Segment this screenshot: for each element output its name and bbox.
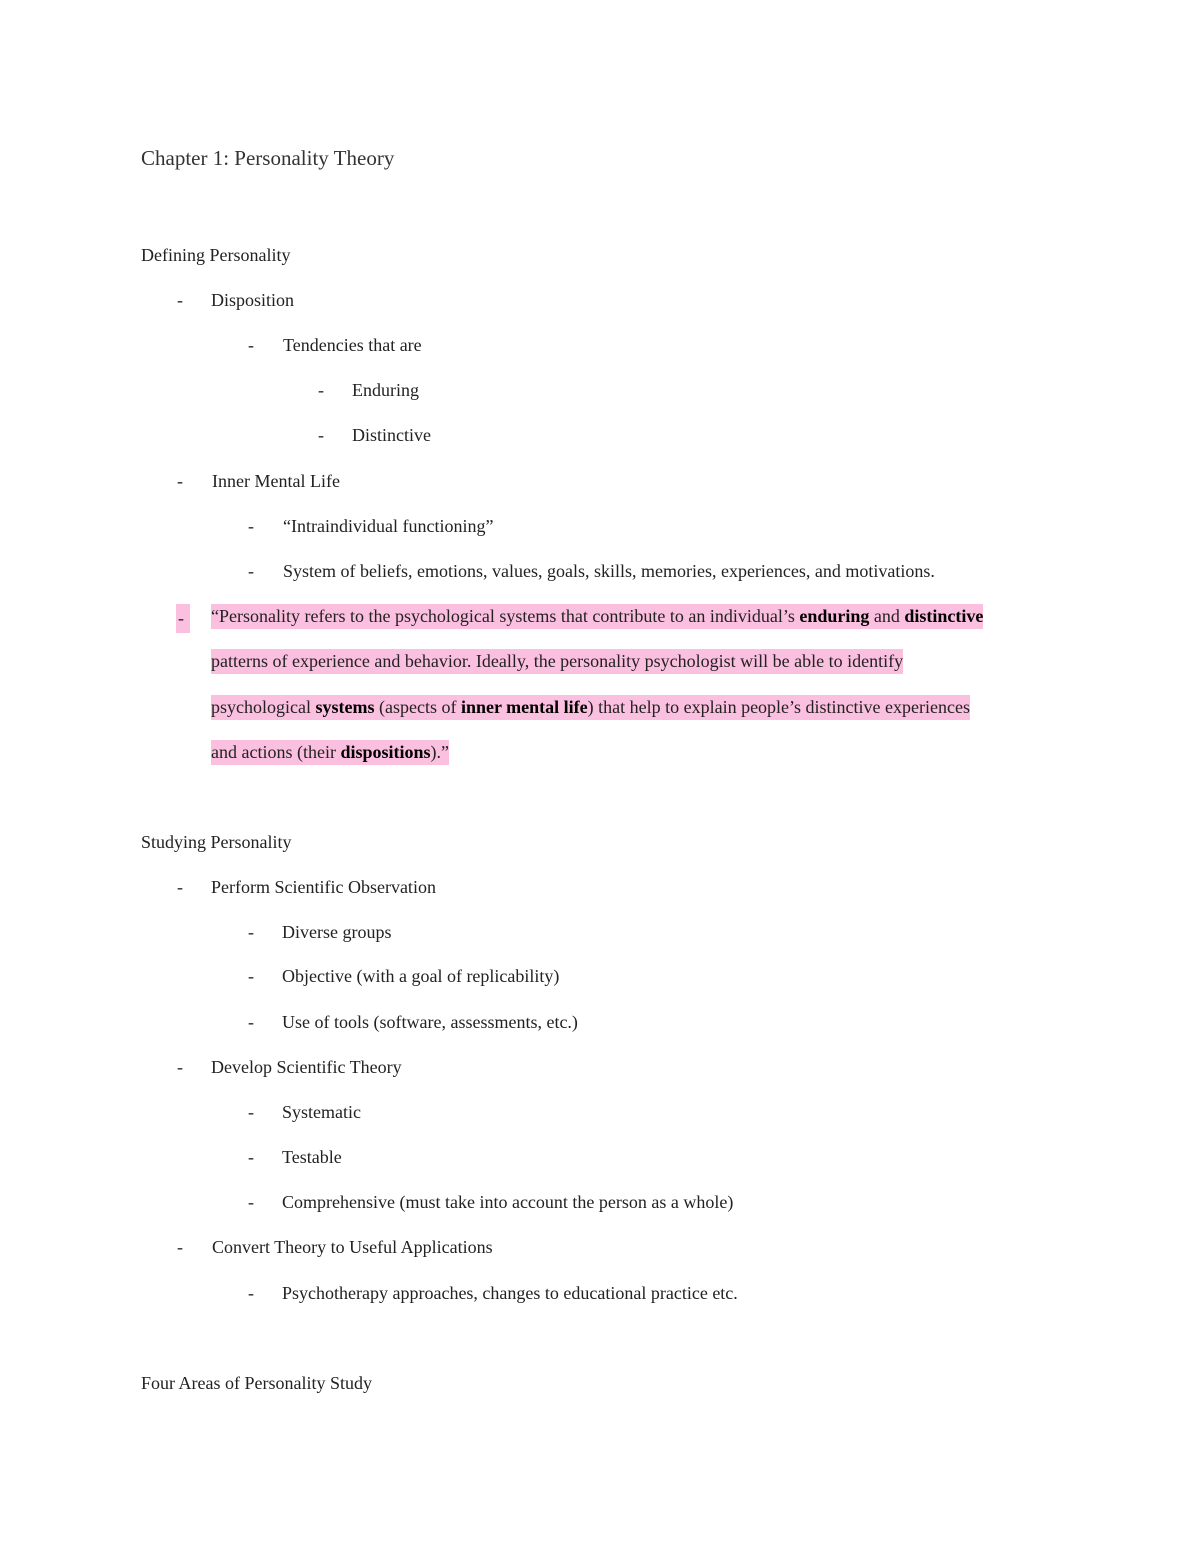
list-item-inner-mental-life: Inner Mental Life [212,471,340,491]
bullet: - [248,335,254,355]
bullet: - [248,1147,254,1167]
highlighted-quote-line-3: psychological systems (aspects of inner mental life) that help to explain people’s distinctive experiences [211,695,970,719]
bullet: - [177,290,183,310]
list-item-tendencies: Tendencies that are [283,335,422,355]
list-item-psychotherapy: Psychotherapy approaches, changes to educational practice etc. [282,1283,738,1303]
bullet: - [318,425,324,445]
list-item-tools: Use of tools (software, assessments, etc.) [282,1012,578,1032]
bullet: - [177,1237,183,1257]
list-item-comprehensive: Comprehensive (must take into account the person as a whole) [282,1192,734,1212]
bullet: - [318,380,324,400]
list-item-perform: Perform Scientific Observation [211,877,436,897]
bullet: - [177,877,183,897]
list-item-testable: Testable [282,1147,342,1167]
highlighted-quote-line-4: and actions (their dispositions).” [211,740,449,764]
bullet: - [248,966,254,986]
list-item-intraindividual: “Intraindividual functioning” [283,516,494,536]
bullet: - [248,1102,254,1122]
bullet: - [176,604,190,633]
list-item-enduring: Enduring [352,380,419,400]
list-item-disposition: Disposition [211,290,295,310]
list-item-objective: Objective (with a goal of replicability) [282,966,560,986]
bullet: - [248,1012,254,1032]
section-heading-studying: Studying Personality [141,832,292,852]
list-item-convert: Convert Theory to Useful Applications [212,1237,493,1257]
highlighted-quote-line-1: “Personality refers to the psychological systems that contribute to an individual’s enduring and distinctive [211,604,983,628]
list-item-diverse: Diverse groups [282,922,392,942]
list-item-system-of: System of beliefs, emotions, values, goals, skills, memories, experiences, and motivations. [283,561,935,581]
highlighted-quote-line-2: patterns of experience and behavior. Ideally, the personality psychologist will be able to identify [211,649,903,673]
bullet: - [177,471,183,491]
page-title: Chapter 1: Personality Theory [141,146,395,170]
list-item-systematic: Systematic [282,1102,361,1122]
bullet: - [248,516,254,536]
bullet: - [248,1283,254,1303]
bullet: - [248,922,254,942]
list-item-develop: Develop Scientific Theory [211,1057,402,1077]
bullet: - [248,1192,254,1212]
bullet: - [177,1057,183,1077]
list-item-distinctive: Distinctive [352,425,431,445]
section-heading-defining: Defining Personality [141,245,291,265]
bullet: - [248,561,254,581]
section-heading-four-areas: Four Areas of Personality Study [141,1373,372,1393]
